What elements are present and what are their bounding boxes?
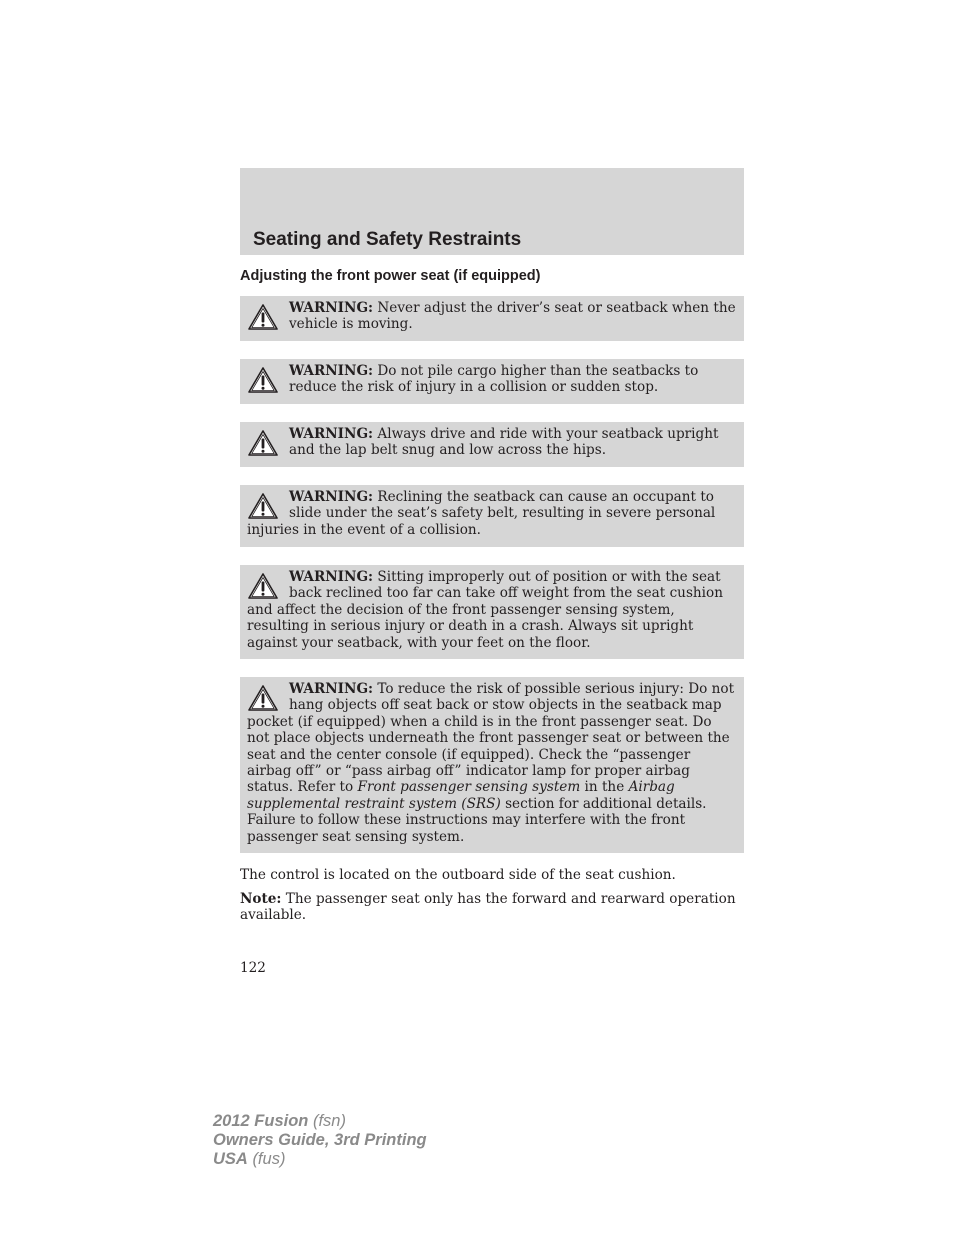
warning-box-5 [240,565,744,659]
footer-imprint [213,1112,427,1169]
warning-box-2 [240,359,744,404]
warning-box-4 [240,485,744,547]
footer-region: USA [213,1150,248,1168]
section-title: Seating and Safety Restraints [253,229,522,250]
warning-text: Sitting improperly out of position or with the seat back reclined too far can take off weight from the seat cushion and affect the decision of the front passenger sensing system, resulting in serious injury or death in a crash. Always sit upright against your seatback, with your feet on the floor. [247,569,723,651]
warning-triangle-icon [247,366,279,394]
subheading: Adjusting the front power seat (if equipped) [240,268,541,284]
note-paragraph [240,891,744,924]
warning-text: Do not pile cargo higher than the seatbacks to reduce the risk of injury in a collision or sudden stop. [289,363,699,396]
warning-text: Never adjust the driver’s seat or seatback when the vehicle is moving. [289,300,736,333]
warning-box-3 [240,422,744,467]
warning-label: WARNING: [289,426,374,442]
control-location-text: The control is located on the outboard side of the seat cushion. [240,867,676,883]
cross-reference: Front passenger sensing system [357,779,581,796]
warning-label: WARNING: [289,681,374,697]
warning-triangle-icon [247,572,279,600]
warning-label: WARNING: [289,300,374,316]
warning-triangle-icon [247,684,279,712]
warning-text: Reclining the seatback can cause an occupant to slide under the seat’s safety belt, resulting in severe personal injuries in the event of a collision. [247,489,716,538]
warning-text: To reduce the risk of possible serious injury: Do not hang objects off seat back or stow objects in the seatback map pocket (if equipped) when a child is in the front passenger seat. Do not place objects underneath the front passenger seat or between the seat and the center console (if equipped). Check the “passenger airbag off” or “pass airbag off” indicator lamp for proper airbag status. Refer to [247,681,735,796]
cross-reference: Airbag supplemental restraint system (SRS) [247,779,675,812]
footer-region-code: (fus) [252,1150,286,1168]
page-number: 122 [240,960,266,976]
warning-text: section for additional details. Failure to follow these instructions may interfere with the front passenger seat sensing system. [247,795,707,845]
footer-model: 2012 Fusion [213,1112,309,1130]
note-label: Note: [240,891,282,907]
warning-box-1 [240,296,744,341]
warning-label: WARNING: [289,489,374,505]
warning-label: WARNING: [289,569,374,585]
warning-triangle-icon [247,303,279,331]
footer-guide: Owners Guide, 3rd Printing [213,1131,427,1149]
warning-triangle-icon [247,429,279,457]
section-header-band [240,168,744,255]
warning-box-6 [240,677,744,853]
warning-label: WARNING: [289,363,374,379]
warning-text: in the [584,779,625,796]
footer-model-code: (fsn) [312,1112,346,1130]
warning-triangle-icon [247,492,279,520]
warning-text: Always drive and ride with your seatback upright and the lap belt snug and low across the hips. [289,426,719,459]
note-text: The passenger seat only has the forward and rearward operation available. [240,891,736,924]
